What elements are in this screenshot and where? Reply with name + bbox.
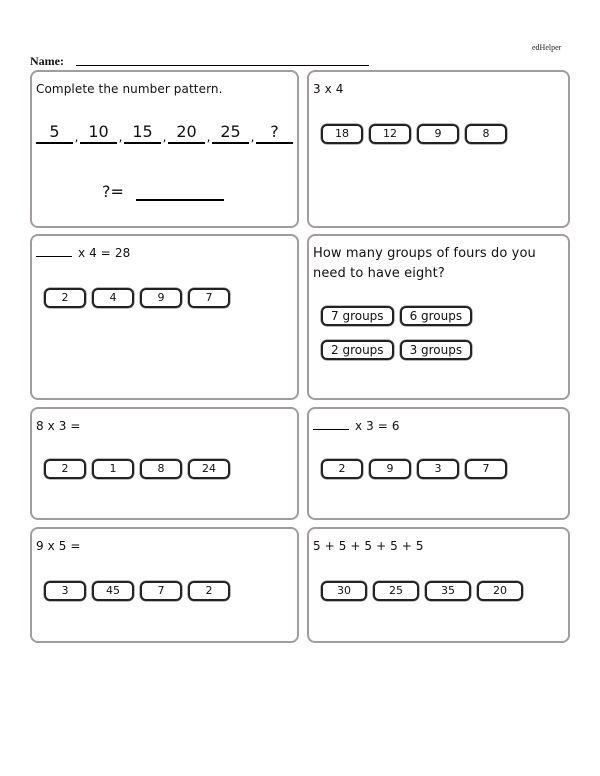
pattern-item: 25 [212, 122, 249, 144]
comma: , [162, 130, 167, 144]
choice-button[interactable]: 30 [321, 581, 367, 601]
problem-box-2 [307, 70, 570, 228]
choice-button[interactable]: 3 [417, 459, 459, 479]
answer-choices [321, 340, 472, 360]
blank-line[interactable] [36, 246, 72, 257]
problem-prompt [313, 244, 536, 284]
problem-prompt: 9 x 5 = [36, 539, 81, 553]
problem-box-8 [307, 527, 570, 643]
choice-button[interactable]: 2 [321, 459, 363, 479]
problem-prompt: x 3 = 6 [313, 417, 400, 435]
problem-box-6 [307, 407, 570, 520]
pattern-item: 20 [168, 122, 205, 144]
choice-button[interactable]: 2 groups [321, 340, 394, 360]
problem-prompt: x 4 = 28 [36, 244, 130, 262]
problem-box-5 [30, 407, 299, 520]
name-label: Name: [30, 54, 64, 68]
pattern-item: 15 [124, 122, 161, 144]
choice-button[interactable]: 9 [140, 288, 182, 308]
name-line[interactable] [76, 65, 369, 66]
choice-button[interactable]: 2 [44, 459, 86, 479]
choice-button[interactable]: 2 [188, 581, 230, 601]
problem-prompt: Complete the number pattern. [36, 82, 223, 96]
pattern-item: 5 [36, 122, 73, 144]
choice-button[interactable]: 3 groups [400, 340, 473, 360]
choice-button[interactable]: 9 [369, 459, 411, 479]
choice-button[interactable]: 12 [369, 124, 411, 144]
answer-choices [321, 581, 523, 601]
choice-button[interactable]: 8 [465, 124, 507, 144]
number-pattern [36, 122, 293, 144]
choice-button[interactable]: 2 [44, 288, 86, 308]
choice-button[interactable]: 7 [465, 459, 507, 479]
pattern-item: 10 [80, 122, 117, 144]
choice-button[interactable]: 20 [477, 581, 523, 601]
answer-row [102, 182, 224, 201]
choice-button[interactable]: 7 groups [321, 306, 394, 326]
choice-button[interactable]: 3 [44, 581, 86, 601]
answer-label: ?= [102, 182, 124, 201]
choice-button[interactable]: 7 [140, 581, 182, 601]
answer-choices [44, 459, 230, 479]
choice-button[interactable]: 25 [373, 581, 419, 601]
problem-prompt: 3 x 4 [313, 82, 344, 96]
prompt-line-1: How many groups of fours do you [313, 246, 536, 261]
answer-line[interactable] [136, 185, 224, 201]
answer-choices [321, 459, 507, 479]
choice-button[interactable]: 6 groups [400, 306, 473, 326]
choice-button[interactable]: 35 [425, 581, 471, 601]
choice-button[interactable]: 24 [188, 459, 230, 479]
brand-label: edHelper [532, 43, 562, 52]
comma: , [206, 130, 211, 144]
problem-box-1 [30, 70, 299, 228]
choice-button[interactable]: 8 [140, 459, 182, 479]
comma: , [118, 130, 123, 144]
answer-choices [44, 581, 230, 601]
problem-box-3 [30, 234, 299, 400]
answer-choices [321, 124, 507, 144]
choice-button[interactable]: 1 [92, 459, 134, 479]
choice-button[interactable]: 45 [92, 581, 134, 601]
problem-prompt: 5 + 5 + 5 + 5 + 5 [313, 539, 424, 553]
choice-button[interactable]: 18 [321, 124, 363, 144]
problem-box-4 [307, 234, 570, 400]
choice-button[interactable]: 7 [188, 288, 230, 308]
answer-choices [44, 288, 230, 308]
comma: , [74, 130, 79, 144]
choice-button[interactable]: 9 [417, 124, 459, 144]
answer-choices [321, 306, 472, 326]
problem-prompt: 8 x 3 = [36, 419, 81, 433]
comma: , [250, 130, 255, 144]
choice-button[interactable]: 4 [92, 288, 134, 308]
prompt-line-2: need to have eight? [313, 266, 445, 281]
blank-line[interactable] [313, 419, 349, 430]
problem-box-7 [30, 527, 299, 643]
pattern-item-unknown: ? [256, 122, 293, 144]
